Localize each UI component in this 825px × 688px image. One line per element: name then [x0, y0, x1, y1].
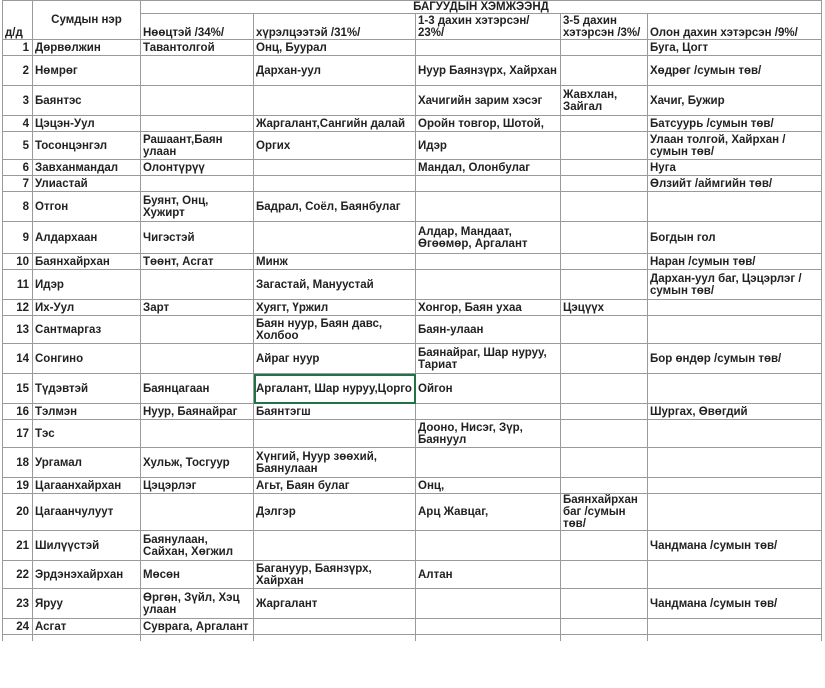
empty-cell[interactable] [254, 635, 416, 642]
soum-name-cell[interactable]: Улиастай [33, 176, 141, 192]
category-cell[interactable]: Мөсөн [141, 561, 254, 589]
soum-name-cell[interactable]: Цагаанхайрхан [33, 478, 141, 494]
category-cell[interactable] [254, 86, 416, 116]
table-row [3, 478, 822, 494]
category-cell[interactable]: Батсуурь /сумын төв/ [648, 116, 822, 132]
category-cell[interactable]: Буянт, Онц, Хужирт [141, 192, 254, 222]
row-number[interactable]: 16 [3, 404, 33, 420]
category-cell[interactable] [416, 619, 561, 635]
category-cell[interactable] [254, 619, 416, 635]
table-row [3, 222, 822, 254]
row-number[interactable]: 23 [3, 589, 33, 619]
category-cell[interactable]: Алдар, Мандаат, Өгөөмөр, Аргалант [416, 222, 561, 254]
category-cell[interactable] [648, 478, 822, 494]
category-cell[interactable]: Хөдрөг /сумын төв/ [648, 56, 822, 86]
table-row [3, 316, 822, 344]
category-cell[interactable]: Наран /сумын төв/ [648, 254, 822, 270]
category-cell[interactable] [561, 404, 648, 420]
category-cell[interactable]: Загастай, Мануустай [254, 270, 416, 300]
category-cell[interactable]: Нуур Баянзүрх, Хайрхан [416, 56, 561, 86]
category-cell[interactable] [561, 448, 648, 478]
empty-row [3, 635, 822, 642]
table-row [3, 86, 822, 116]
soum-table [2, 0, 822, 641]
table-row [3, 531, 822, 561]
category-cell[interactable]: Чандмана /сумын төв/ [648, 589, 822, 619]
category-cell[interactable]: Цэцүүх [561, 300, 648, 316]
soum-name-cell[interactable]: Алдархаан [33, 222, 141, 254]
category-cell[interactable]: Алтан [416, 561, 561, 589]
row-number[interactable]: 17 [3, 420, 33, 448]
table-row [3, 619, 822, 635]
category-cell[interactable]: Баянайраг, Шар нуруу, Тариат [416, 344, 561, 374]
table-row [3, 344, 822, 374]
category-cell[interactable]: Богдын гол [648, 222, 822, 254]
soum-name-cell[interactable]: Эрдэнэхайрхан [33, 561, 141, 589]
category-cell[interactable] [648, 448, 822, 478]
category-cell[interactable] [416, 589, 561, 619]
empty-cell[interactable] [33, 635, 141, 642]
row-number[interactable]: 14 [3, 344, 33, 374]
empty-cell[interactable] [3, 635, 33, 642]
category-cell[interactable] [648, 420, 822, 448]
category-cell[interactable]: Ойгон [416, 374, 561, 404]
table-row [3, 374, 822, 404]
header-col-1[interactable]: Нөөцтэй /34%/ [141, 14, 254, 40]
category-cell[interactable] [561, 56, 648, 86]
category-cell[interactable] [561, 160, 648, 176]
category-cell[interactable]: Баянулаан, Сайхан, Хөгжил [141, 531, 254, 561]
row-number[interactable]: 24 [3, 619, 33, 635]
category-cell[interactable] [141, 316, 254, 344]
table-row [3, 300, 822, 316]
category-cell[interactable] [141, 270, 254, 300]
category-cell[interactable]: Чандмана /сумын төв/ [648, 531, 822, 561]
category-cell[interactable] [141, 344, 254, 374]
category-cell[interactable]: Багануур, Баянзүрх, Хайрхан [254, 561, 416, 589]
category-cell[interactable] [141, 420, 254, 448]
soum-name-cell[interactable]: Асгат [33, 619, 141, 635]
category-cell[interactable]: Нуга [648, 160, 822, 176]
category-cell[interactable] [254, 160, 416, 176]
soum-name-cell[interactable]: Тэс [33, 420, 141, 448]
table-row [3, 40, 822, 56]
category-cell[interactable]: Онц, Буурал [254, 40, 416, 56]
table-row [3, 192, 822, 222]
category-cell[interactable] [561, 478, 648, 494]
category-cell[interactable]: Агьт, Баян булаг [254, 478, 416, 494]
row-number[interactable]: 15 [3, 374, 33, 404]
category-cell[interactable] [561, 344, 648, 374]
table-row [3, 116, 822, 132]
category-cell[interactable]: Баянцагаан [141, 374, 254, 404]
category-cell[interactable] [416, 448, 561, 478]
soum-name-cell[interactable]: Сонгино [33, 344, 141, 374]
category-cell[interactable] [561, 270, 648, 300]
category-cell[interactable] [561, 132, 648, 160]
category-cell[interactable]: Дооно, Нисэг, Зүр, Баянуул [416, 420, 561, 448]
category-cell[interactable] [416, 192, 561, 222]
category-cell[interactable] [561, 531, 648, 561]
category-cell[interactable] [561, 116, 648, 132]
row-number[interactable]: 5 [3, 132, 33, 160]
category-cell[interactable] [141, 116, 254, 132]
empty-cell[interactable] [561, 635, 648, 642]
category-cell[interactable]: Минж [254, 254, 416, 270]
category-cell[interactable] [648, 192, 822, 222]
category-cell[interactable]: Айраг нуур [254, 344, 416, 374]
category-cell[interactable]: Баян-улаан [416, 316, 561, 344]
category-cell[interactable] [561, 316, 648, 344]
category-cell[interactable] [561, 561, 648, 589]
category-cell[interactable] [141, 56, 254, 86]
category-cell[interactable] [416, 254, 561, 270]
category-cell[interactable]: Хуягт, Үржил [254, 300, 416, 316]
row-number[interactable]: 21 [3, 531, 33, 561]
category-cell[interactable]: Баянтэгш [254, 404, 416, 420]
table-row [3, 160, 822, 176]
soum-name-cell[interactable]: Завханмандал [33, 160, 141, 176]
table-row [3, 270, 822, 300]
category-cell[interactable]: Дархан-уул баг, Цэцэрлэг /сумын төв/ [648, 270, 822, 300]
category-cell[interactable]: Зарт [141, 300, 254, 316]
category-cell[interactable]: Өлзийт /аймгийн төв/ [648, 176, 822, 192]
table-row [3, 494, 822, 531]
category-cell[interactable]: Шургах, Өвөгдий [648, 404, 822, 420]
row-number[interactable]: 2 [3, 56, 33, 86]
category-cell[interactable] [561, 254, 648, 270]
category-cell[interactable]: Онц, [416, 478, 561, 494]
row-number[interactable]: 9 [3, 222, 33, 254]
category-cell[interactable]: Хульж, Тосгуур [141, 448, 254, 478]
empty-cell[interactable] [141, 635, 254, 642]
row-number[interactable]: 18 [3, 448, 33, 478]
category-cell[interactable]: Оргих [254, 132, 416, 160]
category-cell[interactable] [416, 270, 561, 300]
table-row [3, 561, 822, 589]
header-name[interactable]: Сумдын нэр [33, 1, 141, 40]
soum-name-cell[interactable]: Дөрвөлжин [33, 40, 141, 56]
category-cell[interactable]: Дархан-уул [254, 56, 416, 86]
category-cell[interactable]: Цэцэрлэг [141, 478, 254, 494]
soum-name-cell[interactable]: Баянтэс [33, 86, 141, 116]
soum-name-cell[interactable]: Цэцэн-Уул [33, 116, 141, 132]
soum-name-cell[interactable]: Идэр [33, 270, 141, 300]
category-cell[interactable] [416, 40, 561, 56]
category-cell[interactable] [561, 420, 648, 448]
category-cell[interactable]: Нуур, Баянайраг [141, 404, 254, 420]
category-cell[interactable] [141, 176, 254, 192]
row-number[interactable]: 8 [3, 192, 33, 222]
table-row [3, 589, 822, 619]
table-row [3, 448, 822, 478]
category-cell[interactable] [561, 589, 648, 619]
category-cell[interactable]: Аргалант, Шар нуруу,Цорго [254, 374, 416, 404]
category-cell[interactable] [254, 531, 416, 561]
category-cell[interactable]: Дэлгэр [254, 494, 416, 531]
category-cell[interactable] [648, 619, 822, 635]
table-row [3, 56, 822, 86]
category-cell[interactable]: Тавантолгой [141, 40, 254, 56]
category-cell[interactable]: Хонгор, Баян ухаа [416, 300, 561, 316]
category-cell[interactable] [561, 176, 648, 192]
row-number[interactable]: 22 [3, 561, 33, 589]
header-no[interactable]: д/д [3, 1, 33, 40]
category-cell[interactable]: Баянхайрхан баг /сумын төв/ [561, 494, 648, 531]
category-cell[interactable]: Чигэстэй [141, 222, 254, 254]
soum-name-cell[interactable]: Шилүүстэй [33, 531, 141, 561]
category-cell[interactable] [561, 192, 648, 222]
category-cell[interactable] [648, 316, 822, 344]
category-cell[interactable] [416, 176, 561, 192]
category-cell[interactable] [254, 420, 416, 448]
row-number[interactable]: 19 [3, 478, 33, 494]
row-number[interactable]: 7 [3, 176, 33, 192]
soum-name-cell[interactable]: Отгон [33, 192, 141, 222]
category-cell[interactable] [254, 222, 416, 254]
soum-name-cell[interactable]: Тосонцэнгэл [33, 132, 141, 160]
row-number[interactable]: 12 [3, 300, 33, 316]
category-cell[interactable] [254, 176, 416, 192]
table-row [3, 132, 822, 160]
row-number[interactable]: 10 [3, 254, 33, 270]
soum-name-cell[interactable]: Цагаанчулуут [33, 494, 141, 531]
category-cell[interactable]: Олонтүрүү [141, 160, 254, 176]
category-cell[interactable] [416, 404, 561, 420]
category-cell[interactable]: Жаргалант,Сангийн далай [254, 116, 416, 132]
category-cell[interactable]: Суврага, Аргалант [141, 619, 254, 635]
category-cell[interactable]: Рашаант,Баян улаан [141, 132, 254, 160]
header-col-4[interactable]: 3-5 дахин хэтэрсэн /3%/ [561, 14, 648, 40]
soum-name-cell[interactable]: Их-Уул [33, 300, 141, 316]
header-col-3[interactable]: 1-3 дахин хэтэрсэн/ 23%/ [416, 14, 561, 40]
row-number[interactable]: 6 [3, 160, 33, 176]
category-cell[interactable]: Хачигийн зарим хэсэг [416, 86, 561, 116]
header-group[interactable]: БАГУУДЫН ХЭМЖЭЭНД [141, 1, 822, 14]
category-cell[interactable]: Бадрал, Соёл, Баянбулаг [254, 192, 416, 222]
category-cell[interactable]: Жавхлан, Зайгал [561, 86, 648, 116]
header-col-2[interactable]: хүрэлцээтэй /31%/ [254, 14, 416, 40]
category-cell[interactable] [561, 222, 648, 254]
table-row [3, 254, 822, 270]
category-cell[interactable] [648, 374, 822, 404]
soum-name-cell[interactable]: Нөмрөг [33, 56, 141, 86]
category-cell[interactable] [141, 494, 254, 531]
soum-name-cell[interactable]: Тэлмэн [33, 404, 141, 420]
category-cell[interactable] [561, 374, 648, 404]
category-cell[interactable] [648, 494, 822, 531]
category-cell[interactable] [648, 561, 822, 589]
category-cell[interactable] [561, 40, 648, 56]
category-cell[interactable]: Мандал, Олонбулаг [416, 160, 561, 176]
category-cell[interactable] [416, 531, 561, 561]
category-cell[interactable]: Баян нуур, Баян давс, Холбоо [254, 316, 416, 344]
category-cell[interactable]: Жаргалант [254, 589, 416, 619]
table-row [3, 420, 822, 448]
table-row [3, 176, 822, 192]
category-cell[interactable] [561, 619, 648, 635]
category-cell[interactable]: Арц Жавцаг, [416, 494, 561, 531]
row-number[interactable]: 1 [3, 40, 33, 56]
category-cell[interactable]: Улаан толгой, Хайрхан /сумын төв/ [648, 132, 822, 160]
soum-name-cell[interactable]: Сантмаргаз [33, 316, 141, 344]
row-number[interactable]: 4 [3, 116, 33, 132]
category-cell[interactable]: Хачиг, Бужир [648, 86, 822, 116]
category-cell[interactable]: Төөнт, Асгат [141, 254, 254, 270]
category-cell[interactable]: Оройн товгор, Шотой, [416, 116, 561, 132]
row-number[interactable]: 11 [3, 270, 33, 300]
row-number[interactable]: 20 [3, 494, 33, 531]
category-cell[interactable]: Буга, Цогт [648, 40, 822, 56]
header-col-5[interactable]: Олон дахин хэтэрсэн /9%/ [648, 14, 822, 40]
soum-name-cell[interactable]: Яруу [33, 589, 141, 619]
category-cell[interactable]: Хүнгий, Нуур зөөхий, Баянулаан [254, 448, 416, 478]
category-cell[interactable]: Өргөн, Зүйл, Хэц улаан [141, 589, 254, 619]
soum-name-cell[interactable]: Ургамал [33, 448, 141, 478]
soum-name-cell[interactable]: Түдэвтэй [33, 374, 141, 404]
empty-cell[interactable] [648, 635, 822, 642]
category-cell[interactable]: Бор өндөр /сумын төв/ [648, 344, 822, 374]
row-number[interactable]: 3 [3, 86, 33, 116]
empty-cell[interactable] [416, 635, 561, 642]
category-cell[interactable] [648, 300, 822, 316]
category-cell[interactable] [141, 86, 254, 116]
row-number[interactable]: 13 [3, 316, 33, 344]
soum-name-cell[interactable]: Баянхайрхан [33, 254, 141, 270]
table-row [3, 404, 822, 420]
category-cell[interactable]: Идэр [416, 132, 561, 160]
